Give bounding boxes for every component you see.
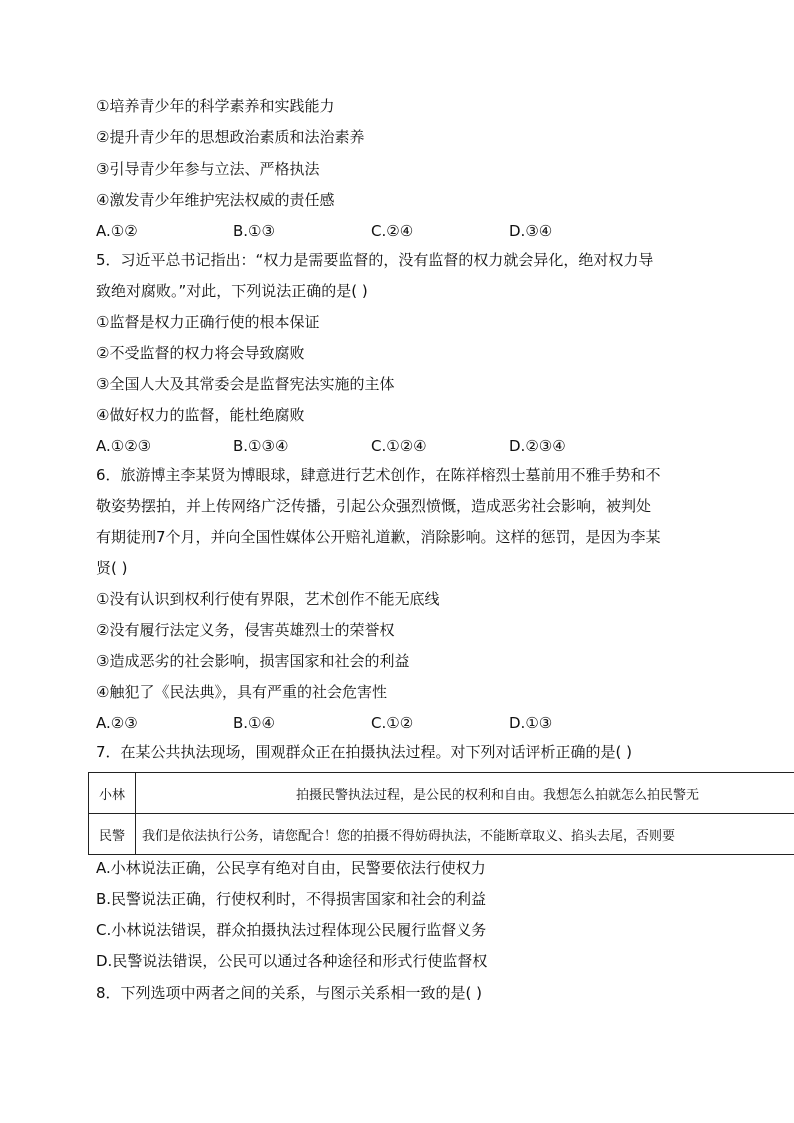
q6-stem-line-3: 有期徒刑7个月，并向全国性媒体公开赔礼道歉，消除影响。这样的惩罚，是因为李某: [96, 528, 661, 546]
dialog-text-2: 我们是依法执行公务，请您配合！您的拍摄不得妨碍执法，不能断章取义、掐头去尾，否则要: [136, 814, 794, 855]
q5-option-a[interactable]: A.①②③: [96, 437, 152, 455]
q7-stem: 7．在某公共执法现场，围观群众正在拍摄执法过程。对下列对话评析正确的是( ): [96, 743, 633, 761]
q6-stem-line-2: 敬姿势摆拍，并上传网络广泛传播，引起公众强烈愤慨，造成恶劣社会影响，被判处: [96, 497, 652, 515]
q4-options: [96, 221, 696, 241]
q6-stem-line-1: 6．旅游博主李某贤为博眼球，肆意进行艺术创作，在陈祥榕烈士墓前用不雅手势和不: [96, 466, 661, 484]
q6-stem-line-4: 贤( ): [96, 559, 128, 577]
q6-option-b[interactable]: B.①④: [233, 714, 275, 732]
q5-options: [96, 436, 696, 456]
q7-option-b[interactable]: B.民警说法正确，行使权利时，不得损害国家和社会的利益: [96, 890, 487, 908]
q5-stem-line-2: 致绝对腐败。”对此，下列说法正确的是( ): [96, 282, 368, 300]
q6-item-1: ①没有认识到权利行使有界限，艺术创作不能无底线: [96, 590, 440, 608]
q5-option-b[interactable]: B.①③④: [233, 437, 289, 455]
q6-option-a[interactable]: A.②③: [96, 714, 138, 732]
q7-dialog-table: [88, 772, 794, 855]
table-row: [89, 814, 794, 855]
q7-option-c[interactable]: C.小林说法错误，群众拍摄执法过程体现公民履行监督义务: [96, 921, 487, 939]
q6-option-c[interactable]: C.①②: [371, 714, 414, 732]
q6-item-3: ③造成恶劣的社会影响，损害国家和社会的利益: [96, 652, 410, 670]
q4-option-d[interactable]: D.③④: [509, 222, 553, 240]
q4-item-1: ①培养青少年的科学素养和实践能力: [96, 97, 335, 115]
q7-option-a[interactable]: A.小林说法正确，公民享有绝对自由，民警要依法行使权力: [96, 859, 486, 877]
q5-stem-line-1: 5．习近平总书记指出：“权力是需要监督的，没有监督的权力就会异化，绝对权力导: [96, 251, 654, 269]
q5-option-c[interactable]: C.①②④: [371, 437, 427, 455]
q6-item-2: ②没有履行法定义务，侵害英雄烈士的荣誉权: [96, 621, 395, 639]
q8-stem: 8．下列选项中两者之间的关系，与图示关系相一致的是( ): [96, 984, 483, 1002]
q4-option-c[interactable]: C.②④: [371, 222, 414, 240]
q4-item-4: ④激发青少年维护宪法权威的责任感: [96, 191, 335, 209]
q6-option-d[interactable]: D.①③: [509, 714, 553, 732]
dialog-speaker-1: 小林: [89, 773, 136, 814]
q5-item-4: ④做好权力的监督，能杜绝腐败: [96, 406, 305, 424]
dialog-speaker-2: 民警: [89, 814, 136, 855]
q5-item-3: ③全国人大及其常委会是监督宪法实施的主体: [96, 375, 395, 393]
q4-item-2: ②提升青少年的思想政治素质和法治素养: [96, 128, 365, 146]
q4-item-3: ③引导青少年参与立法、严格执法: [96, 160, 320, 178]
q4-option-b[interactable]: B.①③: [233, 222, 275, 240]
dialog-text-1: 拍摄民警执法过程，是公民的权利和自由。我想怎么拍就怎么拍民警无: [136, 773, 794, 814]
q6-options: [96, 713, 696, 733]
q5-option-d[interactable]: D.②③④: [509, 437, 566, 455]
q6-item-4: ④触犯了《民法典》，具有严重的社会危害性: [96, 683, 387, 701]
q4-option-a[interactable]: A.①②: [96, 222, 138, 240]
q5-item-2: ②不受监督的权力将会导致腐败: [96, 344, 305, 362]
table-row: [89, 773, 794, 814]
q5-item-1: ①监督是权力正确行使的根本保证: [96, 313, 320, 331]
q7-option-d[interactable]: D.民警说法错误，公民可以通过各种途径和形式行使监督权: [96, 952, 488, 970]
